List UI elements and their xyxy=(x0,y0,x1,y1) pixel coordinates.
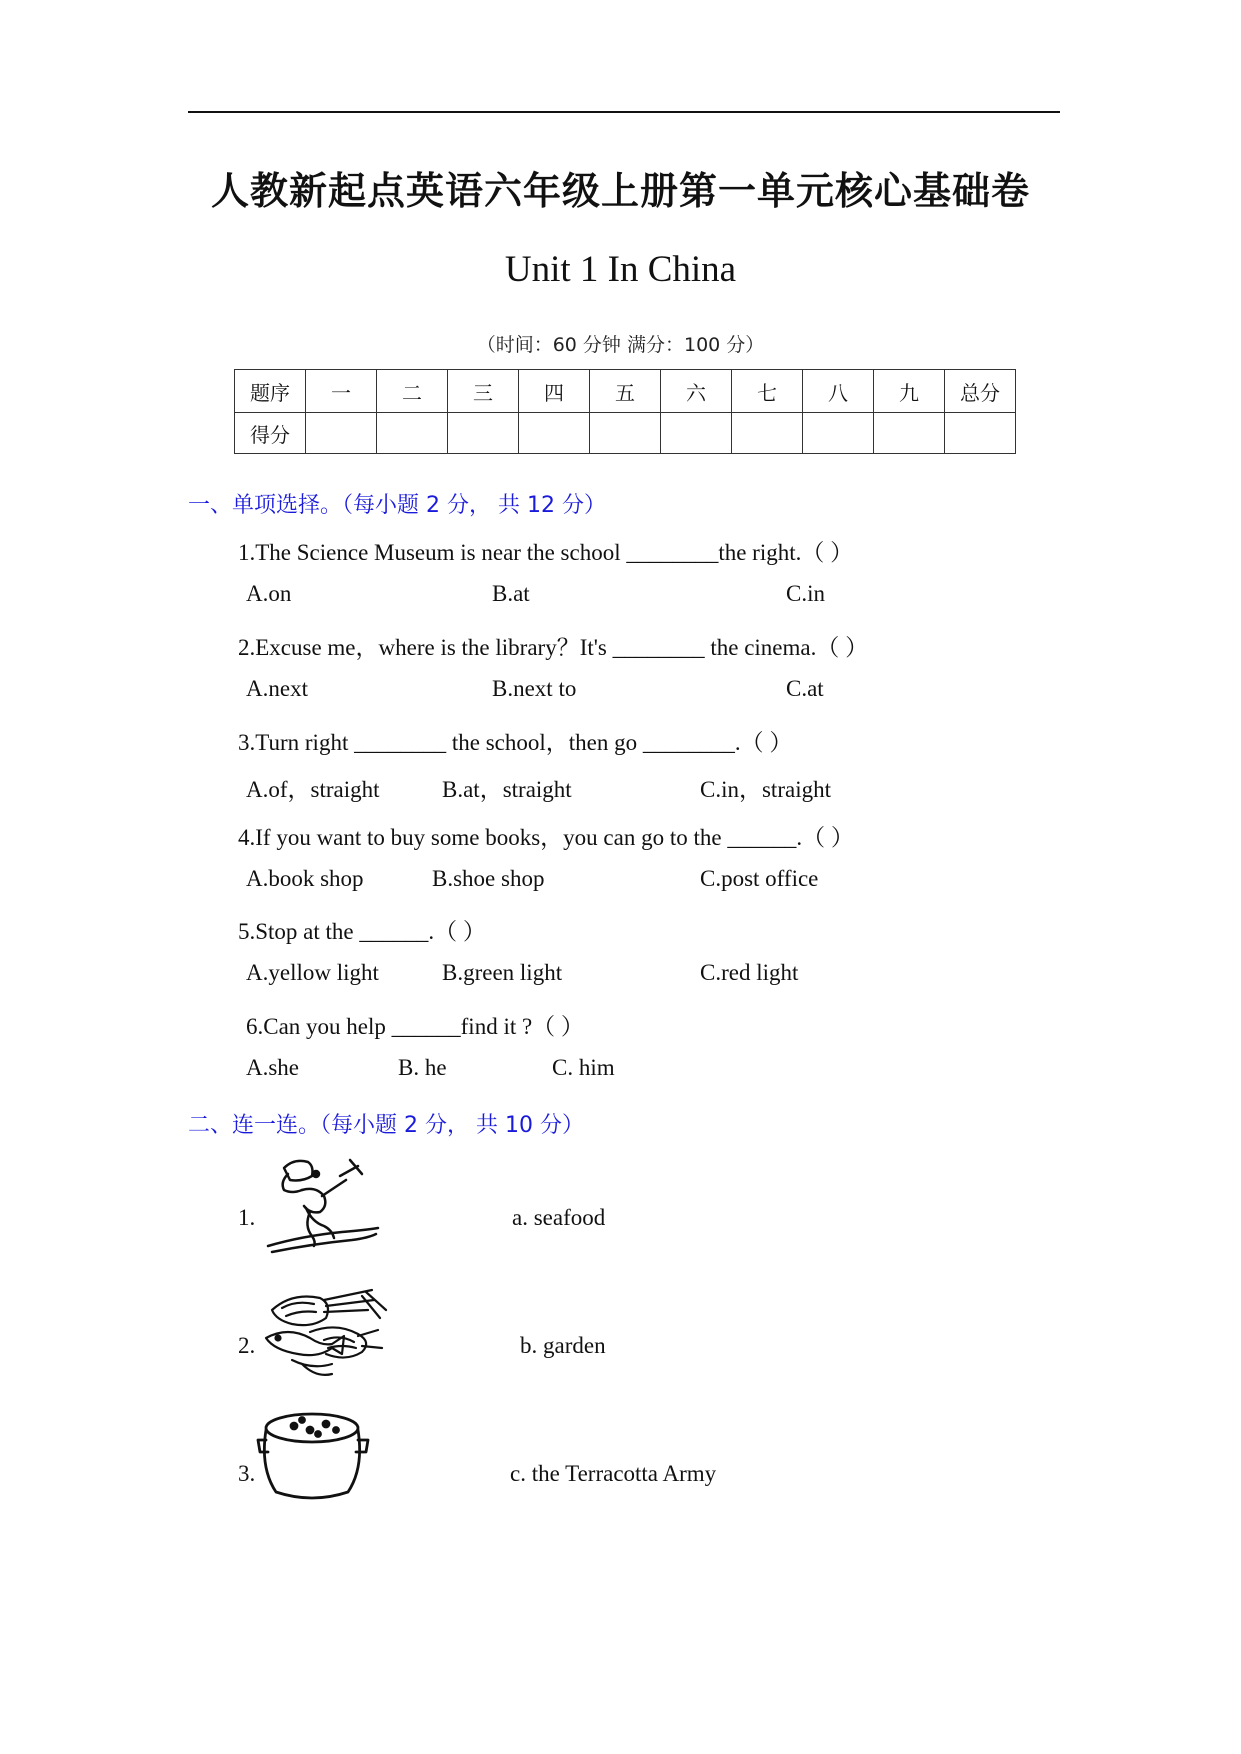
score-input-cell[interactable] xyxy=(306,413,377,454)
option-c[interactable]: C.at xyxy=(786,676,824,701)
unit-subtitle: Unit 1 In China xyxy=(504,249,737,290)
score-table-header-row xyxy=(235,370,1016,413)
score-cell: 五 xyxy=(590,370,661,413)
question-stem: 3.Turn right ________ the school，then go ________.（ ） xyxy=(238,730,793,755)
option-c[interactable]: C.post office xyxy=(700,866,819,891)
option-c[interactable]: C.in，straight xyxy=(700,777,831,802)
option-c[interactable]: C.red light xyxy=(700,960,799,985)
score-cell: 八 xyxy=(803,370,874,413)
score-input-cell[interactable] xyxy=(803,413,874,454)
match-answer: c. the Terracotta Army xyxy=(510,1461,717,1486)
match-answer: b. garden xyxy=(520,1333,606,1358)
score-input-cell[interactable] xyxy=(874,413,945,454)
score-cell: 题序 xyxy=(235,370,306,413)
score-input-cell[interactable] xyxy=(377,413,448,454)
match-item-number: 3. xyxy=(238,1461,256,1486)
page-title: 人教新起点英语六年级上册第一单元核心基础卷 xyxy=(210,169,1030,213)
option-b[interactable]: B. he xyxy=(398,1055,447,1080)
score-table xyxy=(234,369,1016,454)
score-cell: 二 xyxy=(377,370,448,413)
score-cell: 六 xyxy=(661,370,732,413)
question-stem: 2.Excuse me，where is the library？It's ________ the cinema.（ ） xyxy=(238,635,869,660)
match-item-number: 2. xyxy=(238,1333,256,1358)
score-cell: 总分 xyxy=(945,370,1016,413)
top-rule xyxy=(188,111,1060,113)
option-a[interactable]: A.on xyxy=(246,581,292,606)
score-cell: 得分 xyxy=(235,413,306,454)
section1-heading: 一、单项选择。（每小题 2 分， 共 12 分） xyxy=(188,493,606,518)
option-a[interactable]: A.she xyxy=(246,1055,300,1080)
option-c[interactable]: C.in xyxy=(786,581,825,606)
option-b[interactable]: B.green light xyxy=(442,960,563,985)
score-cell: 一 xyxy=(306,370,377,413)
score-input-cell[interactable] xyxy=(448,413,519,454)
score-cell: 四 xyxy=(519,370,590,413)
question-stem: 6.Can you help ______find it ?（ ） xyxy=(246,1014,584,1039)
option-b[interactable]: B.shoe shop xyxy=(432,866,545,891)
score-input-cell[interactable] xyxy=(519,413,590,454)
score-input-cell[interactable] xyxy=(661,413,732,454)
option-b[interactable]: B.at xyxy=(492,581,530,606)
pot-icon xyxy=(256,1408,370,1504)
seafood-icon xyxy=(262,1288,392,1380)
match-answer: a. seafood xyxy=(512,1205,606,1230)
option-b[interactable]: B.next to xyxy=(492,676,577,701)
score-cell: 九 xyxy=(874,370,945,413)
score-input-cell[interactable] xyxy=(590,413,661,454)
score-input-cell[interactable] xyxy=(945,413,1016,454)
score-table-score-row xyxy=(235,413,1016,454)
score-cell: 七 xyxy=(732,370,803,413)
exam-meta: （时间：60 分钟 满分：100 分） xyxy=(476,334,765,356)
question-stem: 5.Stop at the ______.（ ） xyxy=(238,919,486,944)
option-a[interactable]: A.book shop xyxy=(246,866,364,891)
option-a[interactable]: A.yellow light xyxy=(246,960,379,985)
match-item-number: 1. xyxy=(238,1205,256,1230)
skier-icon xyxy=(262,1156,384,1256)
score-cell: 三 xyxy=(448,370,519,413)
section2-heading: 二、连一连。（每小题 2 分， 共 10 分） xyxy=(188,1113,584,1138)
question-stem: 1.The Science Museum is near the school ________the right.（ ） xyxy=(238,540,854,565)
option-c[interactable]: C. him xyxy=(552,1055,615,1080)
question-stem: 4.If you want to buy some books，you can go to the ______.（ ） xyxy=(238,825,854,850)
option-a[interactable]: A.of，straight xyxy=(246,777,380,802)
option-b[interactable]: B.at，straight xyxy=(442,777,572,802)
option-a[interactable]: A.next xyxy=(246,676,308,701)
score-input-cell[interactable] xyxy=(732,413,803,454)
